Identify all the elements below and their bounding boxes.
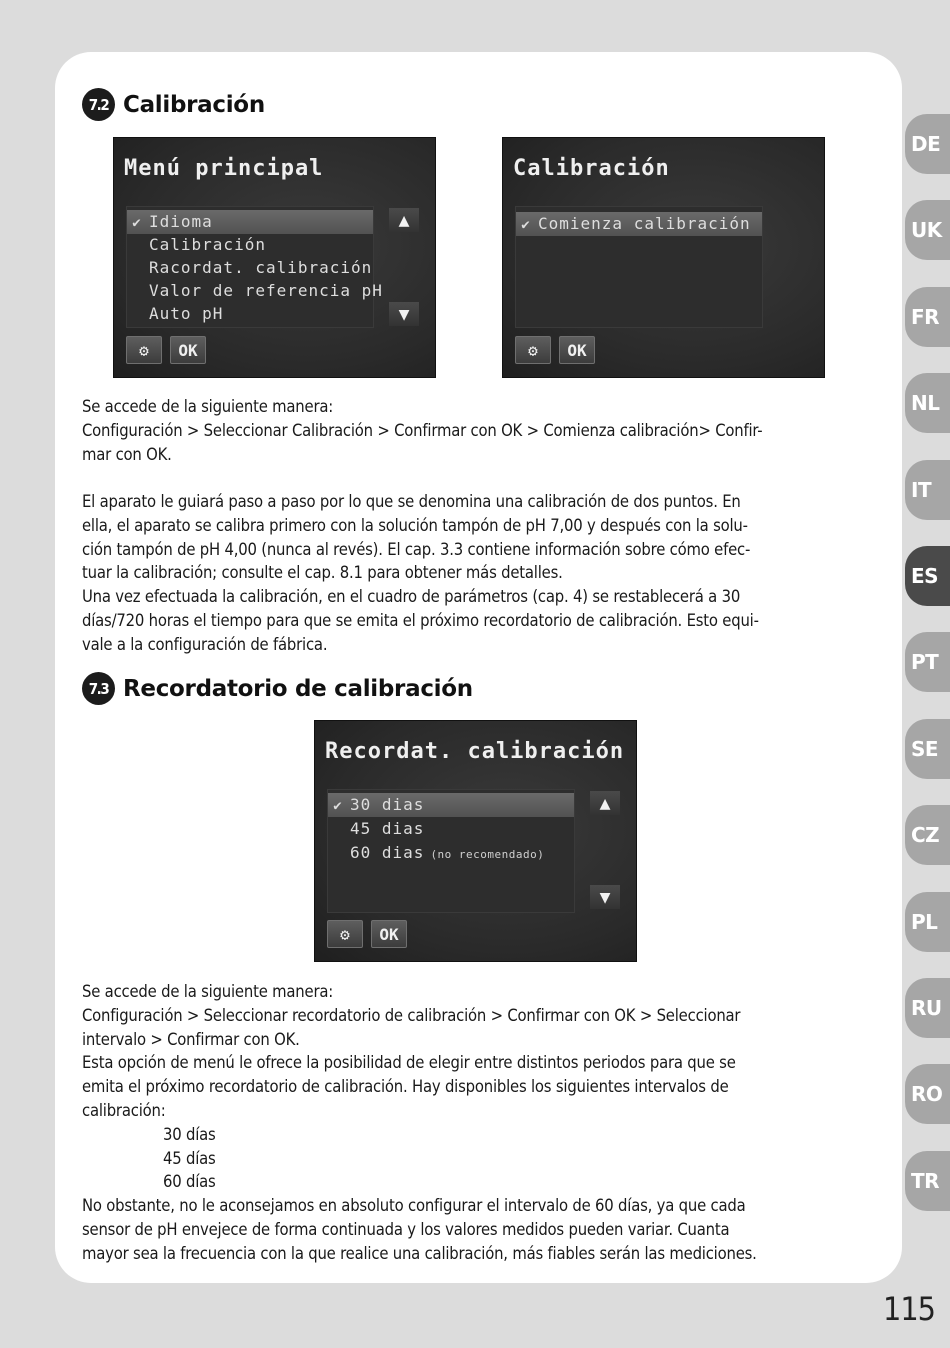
paragraph-access-calibration: Se accede de la siguiente manera: Configuración > Seleccionar Calibración > Confirmar con OK > Comienza calibración> Confir- mar con OK. <box>82 397 763 464</box>
menu-item-valor-referencia-ph[interactable]: Valor de referencia pH <box>149 281 383 300</box>
language-tab-de[interactable]: DE <box>905 114 950 174</box>
ok-button[interactable]: OK <box>371 920 407 948</box>
interval-item: 60 días <box>163 1172 216 1192</box>
language-tab-nl[interactable]: NL <box>905 373 950 433</box>
language-tab-cz[interactable]: CZ <box>905 805 950 865</box>
checkmark-icon: ✔ <box>132 215 142 231</box>
language-tab-tr[interactable]: TR <box>905 1151 950 1211</box>
section-heading-7-2 <box>82 88 265 121</box>
interval-item: 45 días <box>163 1148 216 1168</box>
checkmark-icon: ✔ <box>333 798 343 814</box>
settings-button[interactable] <box>327 920 363 948</box>
paragraph-calibration-description: El aparato le guiará paso a paso por lo que se denomina una calibración de dos puntos. En ella, el aparato se calibra primero con la solución tampón de pH 7,00 y después con la solu- ción tampón de pH 4,00 (nunca al revés). El cap. 3.3 contiene información sobre cómo efec- tuar la calibración; consulte el cap. 8.1 para obtener más detalles. Una vez efectuada la calibración, en el cuadro de parámetros (cap. 4) se restablecerá a 30 días/720 horas el tiempo para que se emita el próximo recordatorio de calibración. Esto equi- vale a la configuración de fábrica. <box>82 492 759 654</box>
ok-button[interactable]: OK <box>559 336 595 364</box>
language-tab-it[interactable]: IT <box>905 460 950 520</box>
triangle-up-icon: ▲ <box>599 792 611 814</box>
menu-list <box>126 206 383 328</box>
menu-item-calibracion[interactable]: Calibración <box>149 235 266 254</box>
language-tab-fr[interactable]: FR <box>905 287 950 347</box>
triangle-up-icon: ▲ <box>398 209 410 231</box>
menu-item-60-dias[interactable]: 60 dias (no recomendado) <box>350 843 545 862</box>
screen-title: Recordat. calibración <box>325 739 625 764</box>
scroll-up-button[interactable] <box>389 208 419 232</box>
interval-item: 30 días <box>163 1124 216 1144</box>
section-number-badge: 7.3 <box>82 672 115 705</box>
menu-item-30-dias[interactable]: ✔ 30 dias <box>328 793 574 817</box>
section-title: Recordatorio de calibración <box>123 675 473 702</box>
menu-list <box>327 789 575 913</box>
language-tab-es[interactable]: ES <box>905 546 950 606</box>
menu-item-recordat-calibracion[interactable]: Racordat. calibración <box>149 258 373 277</box>
device-screen-reminder <box>314 720 637 962</box>
device-screen-main-menu <box>113 137 436 378</box>
scroll-down-button[interactable] <box>389 302 419 326</box>
settings-button[interactable] <box>515 336 551 364</box>
triangle-down-icon: ▼ <box>398 303 410 325</box>
section-heading-7-3 <box>82 672 473 705</box>
menu-item-45-dias[interactable]: 45 dias <box>350 819 425 838</box>
page-number: 115 <box>883 1290 935 1328</box>
menu-list <box>515 206 763 328</box>
screen-title: Menú principal <box>124 156 324 181</box>
menu-item-idioma[interactable]: ✔ Idioma <box>127 210 373 234</box>
menu-item-auto-ph[interactable]: Auto pH <box>149 304 224 323</box>
gear-icon: ⚙ <box>139 340 149 360</box>
screen-title: Calibración <box>513 156 670 181</box>
triangle-down-icon: ▼ <box>599 886 611 908</box>
checkmark-icon: ✔ <box>521 217 531 233</box>
gear-icon: ⚙ <box>528 340 538 360</box>
device-screen-calibration <box>502 137 825 378</box>
scroll-down-button[interactable] <box>590 885 620 909</box>
section-number-badge: 7.2 <box>82 88 115 121</box>
language-tab-se[interactable]: SE <box>905 719 950 779</box>
gear-icon: ⚙ <box>340 924 350 944</box>
not-recommended-note: (no recomendado) <box>430 848 545 861</box>
language-tab-ro[interactable]: RO <box>905 1064 950 1124</box>
language-tab-ru[interactable]: RU <box>905 978 950 1038</box>
scroll-up-button[interactable] <box>590 791 620 815</box>
language-tab-uk[interactable]: UK <box>905 200 950 260</box>
settings-button[interactable] <box>126 336 162 364</box>
section-title: Calibración <box>123 91 265 118</box>
language-tab-pt[interactable]: PT <box>905 632 950 692</box>
language-tab-pl[interactable]: PL <box>905 892 950 952</box>
menu-item-comienza-calibracion[interactable]: ✔ Comienza calibración <box>516 212 762 236</box>
ok-button[interactable]: OK <box>170 336 206 364</box>
paragraph-reminder: Se accede de la siguiente manera: Configuración > Seleccionar recordatorio de calibración > Confirmar con OK > Seleccionar intervalo > Confirmar con OK. Esta opción de menú le ofrece la posibilidad de elegir entre distintos periodos para que se emita el próximo recordatorio de calibración. Hay disponibles los siguientes intervalos de calibración: 30 días 45 días 60 días No obstante, no le aconsejamos en absoluto configurar el intervalo de 60 días, ya que cada sensor de pH envejece de forma continuada y los valores medidos pueden variar. Cuanta mayor sea la frecuencia con la que realice una calibración, más fiables serán las mediciones. <box>82 980 872 1266</box>
